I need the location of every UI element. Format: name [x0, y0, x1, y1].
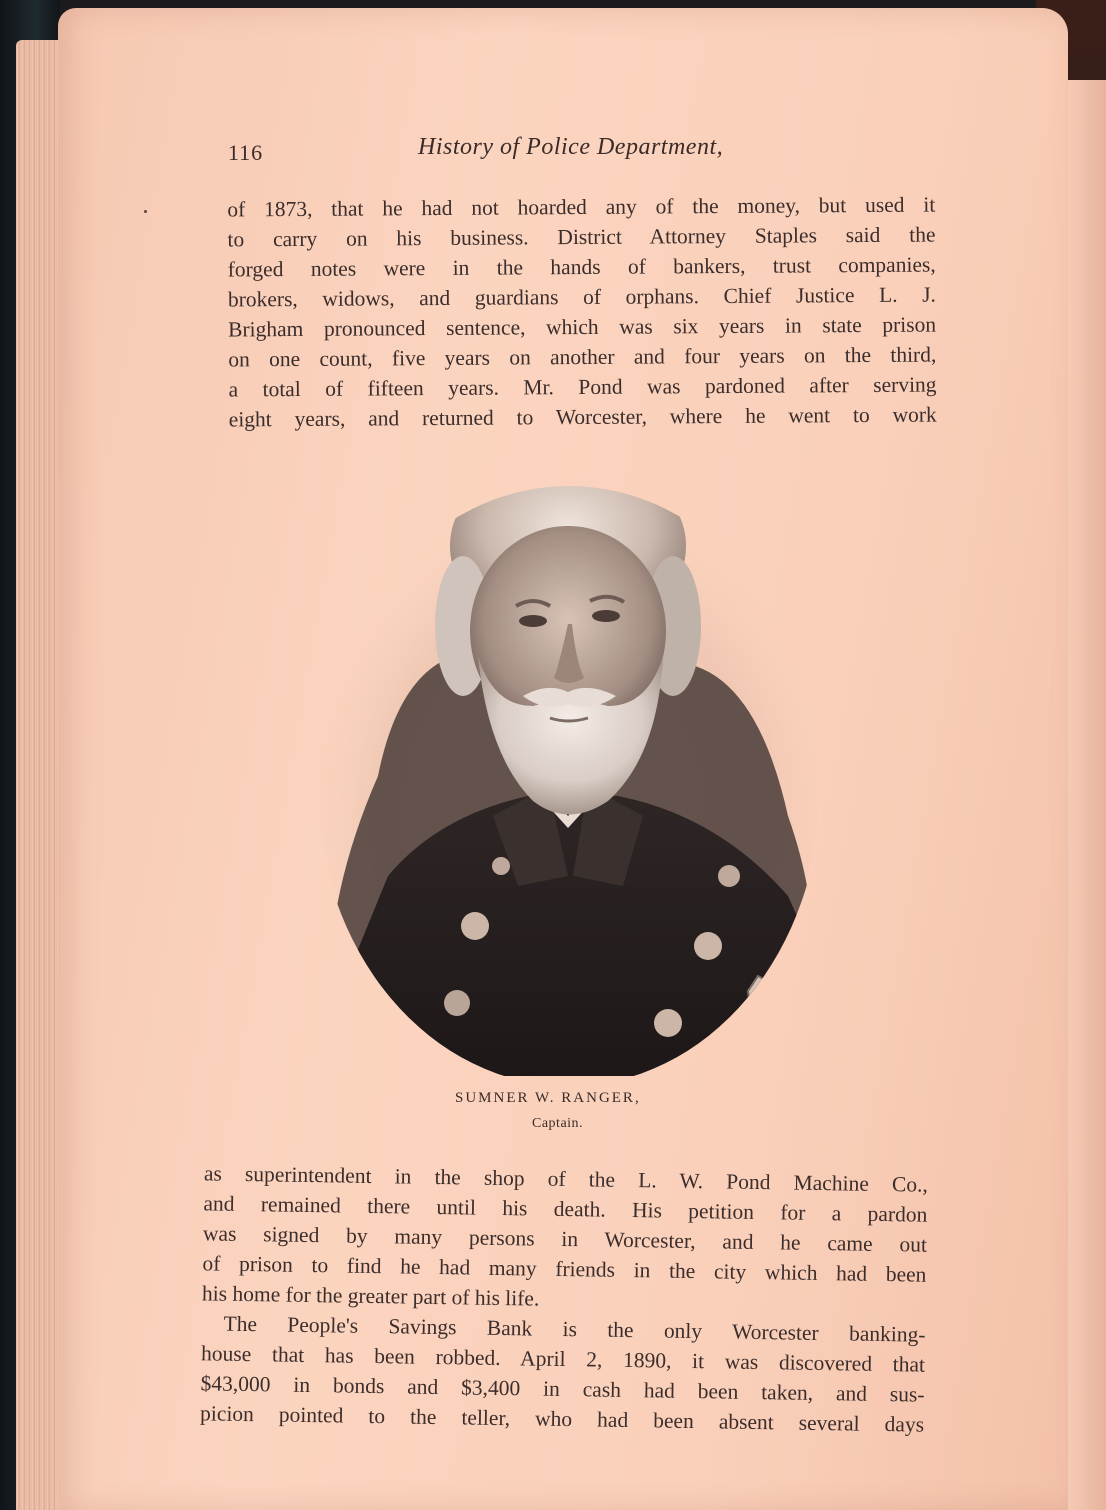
body-text-bottom — [200, 1158, 928, 1439]
text-line: forged notes were in the hands of bankers, trust companies, — [227, 252, 936, 282]
text-line: was signed by many persons in Worcester, and he came out — [202, 1221, 928, 1257]
text-line: a total of fifteen years. Mr. Pond was pardoned after serving — [228, 372, 937, 402]
text-line: as superintendent in the shop of the L. W. Pond Machine Co., — [203, 1161, 929, 1197]
text-line: house that has been robbed. April 2, 1890, it was discovered that — [200, 1341, 926, 1377]
text-line: of prison to find he had many friends in the city which had been — [202, 1251, 927, 1287]
body-text-top — [227, 190, 937, 435]
text-line: Brigham pronounced sentence, which was six years in state prison — [228, 312, 937, 342]
text-line-paragraph-start: The People's Savings Bank is the only Worcester banking- — [223, 1311, 926, 1347]
text-line: picion pointed to the teller, who had been absent several days — [199, 1401, 925, 1437]
running-head: History of Police Department, — [418, 134, 724, 160]
portrait-caption-rank: Captain. — [532, 1116, 584, 1131]
text-line: of 1873, that he had not hoarded any of the money, but used it — [227, 192, 936, 222]
text-line: eight years, and returned to Worcester, where he went to work — [228, 402, 937, 432]
paper-speck — [144, 210, 147, 213]
text-line-paragraph-end: his home for the greater part of his life. — [201, 1281, 540, 1311]
portrait-photo — [318, 456, 820, 1076]
page-header — [228, 128, 818, 168]
portrait-image — [318, 456, 820, 1076]
portrait-caption-name: SUMNER W. RANGER, — [455, 1090, 641, 1106]
text-line: to carry on his business. District Attorney Staples said the — [227, 222, 936, 252]
text-line: and remained there until his death. His petition for a pardon — [203, 1191, 928, 1227]
page-number: 116 — [228, 140, 264, 165]
text-line: brokers, widows, and guardians of orphans. Chief Justice L. J. — [227, 282, 936, 312]
text-line: on one count, five years on another and four years on the third, — [228, 342, 937, 372]
text-line: $43,000 in bonds and $3,400 in cash had been taken, and sus- — [200, 1371, 925, 1407]
